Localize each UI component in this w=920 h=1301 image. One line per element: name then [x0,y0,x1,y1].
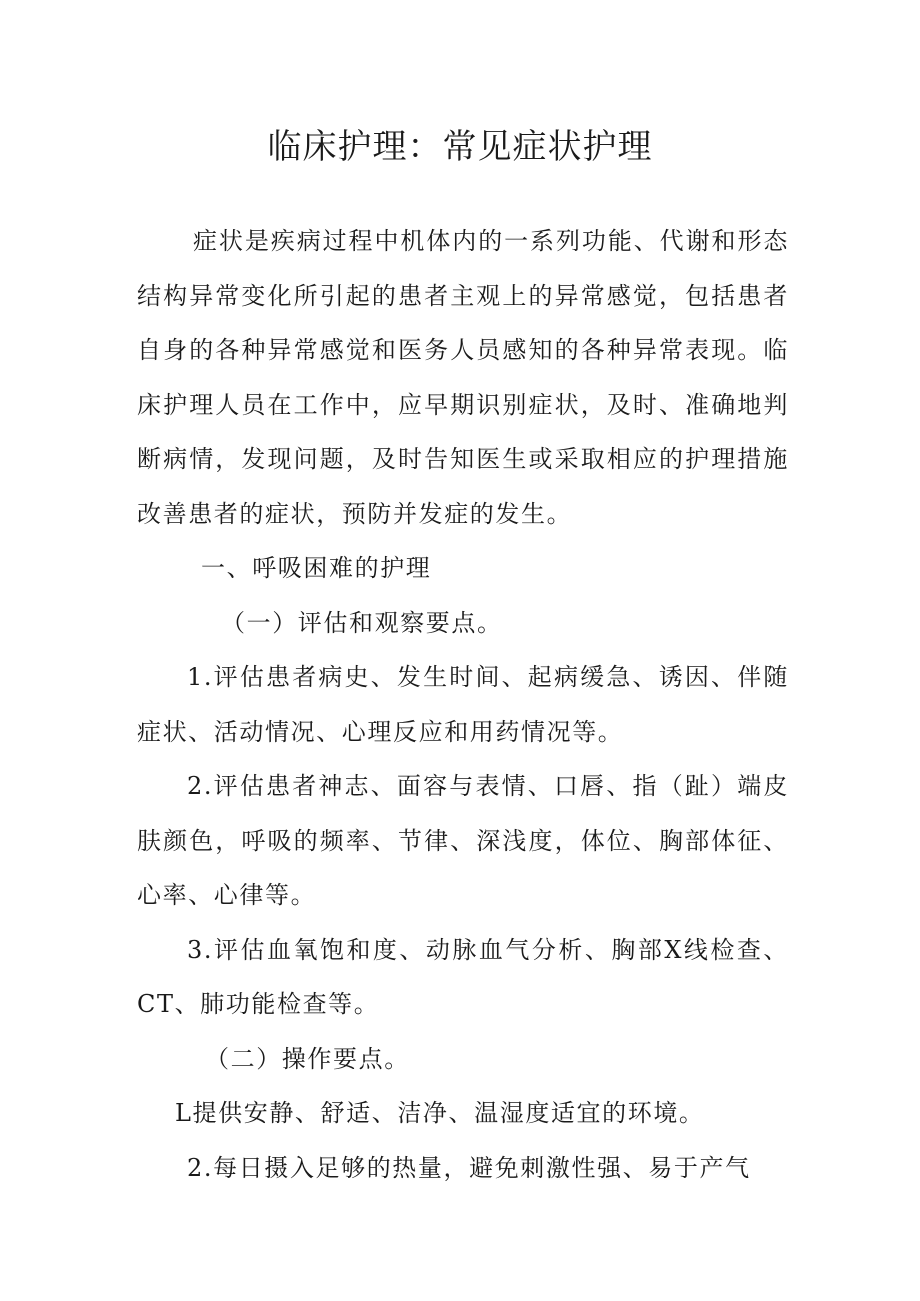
intro-paragraph: 症状是疾病过程中机体内的一系列功能、代谢和形态结构异常变化所引起的患者主观上的异常感觉，包括患者自身的各种异常感觉和医务人员感知的各种异常表现。临床护理人员在工作中，应早期识别症状，及时、准确地判断病情，发现问题，及时告知医生或采取相应的护理措施改善患者的症状，预防并发症的发生。 [137,227,789,528]
document-body [137,214,789,1195]
operation-item-2: 2.每日摄入足够的热量，避免刺激性强、易于产气 [187,1153,751,1182]
document-title: 临床护理：常见症状护理 [267,127,653,167]
assessment-item-2: 2.评估患者神志、面容与表情、口唇、指（趾）端皮肤颜色，呼吸的频率、节律、深浅度，体位、胸部体征、心率、心律等。 [137,772,789,909]
assessment-item-3: 3.评估血氧饱和度、动脉血气分析、胸部X线检查、CT、肺功能检查等。 [137,935,789,1018]
subsection-heading-operation: （二）操作要点。 [205,1044,410,1073]
section-heading-dyspnea: 一、呼吸困难的护理 [201,554,432,582]
subsection-heading-assessment: （一）评估和观察要点。 [221,608,503,637]
assessment-item-1: 1.评估患者病史、发生时间、起病缓急、诱因、伴随症状、活动情况、心理反应和用药情况等。 [137,663,789,746]
operation-item-1: L提供安静、舒适、洁净、温湿度适宜的环境。 [175,1099,705,1127]
